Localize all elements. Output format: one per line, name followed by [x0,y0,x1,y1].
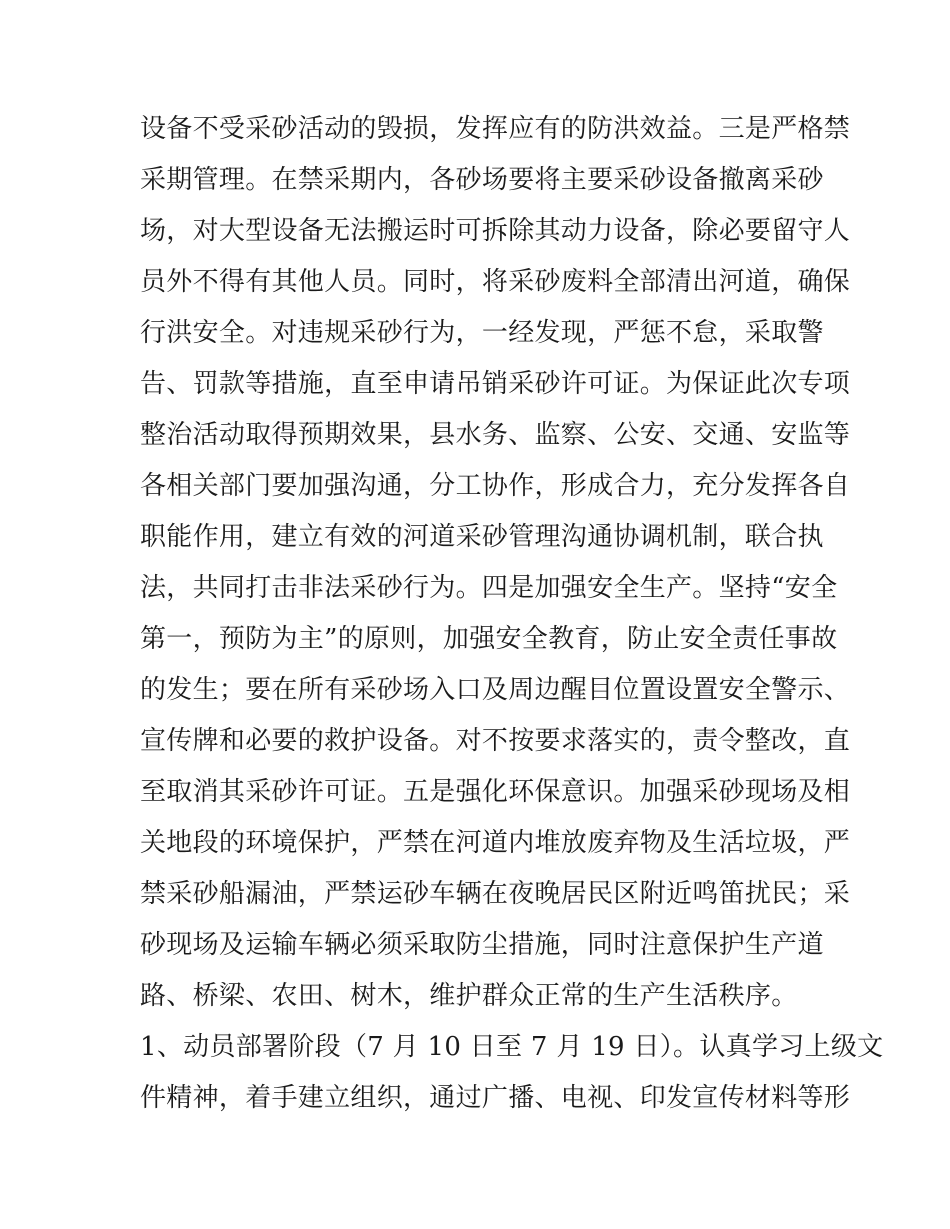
text-line: 路、桥梁、农田、树木，维护群众正常的生产生活秩序。 [140,981,798,1011]
text-line: 整治活动取得预期效果，县水务、监察、公安、交通、安监等 [140,420,851,450]
text-line: 采期管理。在禁采期内，各砂场要将主要采砂设备撤离采砂 [140,165,824,195]
text-line: 宣传牌和必要的救护设备。对不按要求落实的，责令整改，直 [140,726,851,756]
text-line: 禁采砂船漏油，严禁运砂车辆在夜晚居民区附近鸣笛扰民；采 [140,879,851,909]
text-line: 砂现场及运输车辆必须采取防尘措施，同时注意保护生产道 [140,930,824,960]
text-line: 场，对大型设备无法搬运时可拆除其动力设备，除必要留守人 [140,216,851,246]
document-body [140,104,884,1124]
text-line: 的发生；要在所有采砂场入口及周边醒目位置设置安全警示、 [140,675,851,705]
text-line: 1、动员部署阶段（7 月 10 日至 7 月 19 日）。认真学习上级文 [140,1032,884,1062]
text-line: 行洪安全。对违规采砂行为，一经发现，严惩不怠，采取警 [140,318,824,348]
text-line: 法，共同打击非法采砂行为。四是加强安全生产。坚持“安全 [140,573,838,603]
text-line: 职能作用，建立有效的河道采砂管理沟通协调机制，联合执 [140,522,824,552]
text-line: 设备不受采砂活动的毁损，发挥应有的防洪效益。三是严格禁 [140,114,851,144]
text-line: 员外不得有其他人员。同时，将采砂废料全部清出河道，确保 [140,267,851,297]
text-line: 件精神，着手建立组织，通过广播、电视、印发宣传材料等形 [140,1083,851,1113]
text-line: 关地段的环境保护，严禁在河道内堆放废弃物及生活垃圾，严 [140,828,851,858]
text-line: 至取消其采砂许可证。五是强化环保意识。加强采砂现场及相 [140,777,851,807]
text-line: 第一，预防为主”的原则，加强安全教育，防止安全责任事故 [140,624,838,654]
text-line: 告、罚款等措施，直至申请吊销采砂许可证。为保证此次专项 [140,369,851,399]
text-line: 各相关部门要加强沟通，分工协作，形成合力，充分发挥各自 [140,471,851,501]
